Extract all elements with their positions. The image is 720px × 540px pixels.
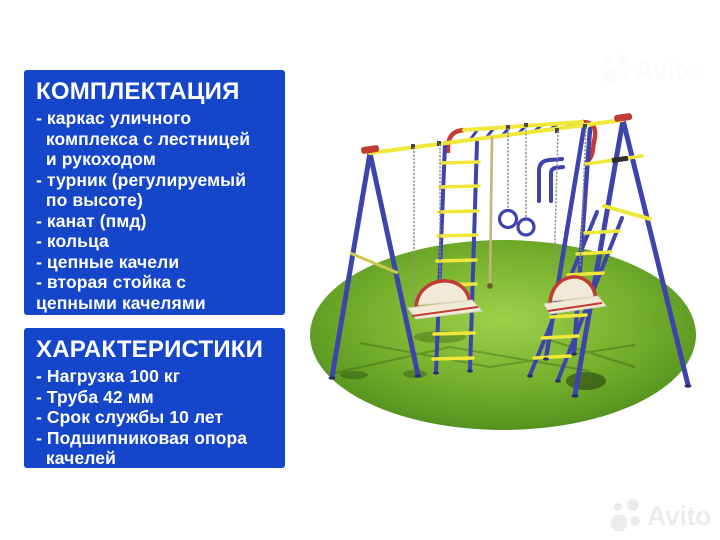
komplektacia-list	[36, 108, 279, 313]
avito-watermark-top	[600, 52, 699, 88]
list-line: - турник (регулируемый	[36, 169, 247, 190]
avito-watermark-label-faint: Avito	[635, 55, 699, 85]
panel-komplektacia	[24, 70, 285, 315]
panel-harakteristiki	[24, 328, 285, 468]
list-line: по высоте)	[36, 190, 143, 210]
right-apex-cap	[614, 113, 633, 122]
swing-hanger-bracket	[539, 159, 563, 201]
avito-watermark	[608, 498, 711, 534]
product-image-playground	[290, 75, 720, 475]
avito-logo-dots-faint	[600, 54, 632, 86]
list-line: - цепные качели	[36, 251, 180, 272]
list-line: цепными качелями	[36, 292, 206, 313]
rope-end	[487, 283, 493, 289]
list-line: - кольца	[36, 231, 109, 251]
list-line: - Нагрузка 100 кг	[36, 366, 181, 386]
avito-watermark-label: Avito	[647, 501, 711, 531]
avito-logo-dots	[608, 498, 644, 534]
shadow-blob-center	[566, 372, 606, 390]
panel-title-harakteristiki: ХАРАКТЕРИСТИКИ	[36, 336, 264, 363]
panel-title-komplektacia: КОМПЛЕКТАЦИЯ	[36, 78, 240, 105]
list-line: - Подшипниковая опора	[36, 427, 248, 448]
list-line: качелей	[36, 448, 116, 468]
shadow-blob-foot	[340, 371, 368, 379]
list-line: - канат (пмд)	[36, 210, 147, 231]
list-line: - Труба 42 мм	[36, 386, 154, 407]
list-line: комплекса с лестницей	[36, 128, 251, 149]
gym-rings	[500, 211, 535, 236]
turnik-grip	[612, 158, 628, 160]
harakteristiki-list	[36, 366, 279, 469]
list-line: - каркас уличного	[36, 108, 192, 128]
playground-illustration	[290, 75, 720, 475]
list-line: - вторая стойка с	[36, 272, 187, 292]
grass-lawn	[310, 240, 696, 430]
list-line: - Срок службы 10 лет	[36, 407, 224, 427]
list-line: и рукоходом	[36, 149, 156, 169]
